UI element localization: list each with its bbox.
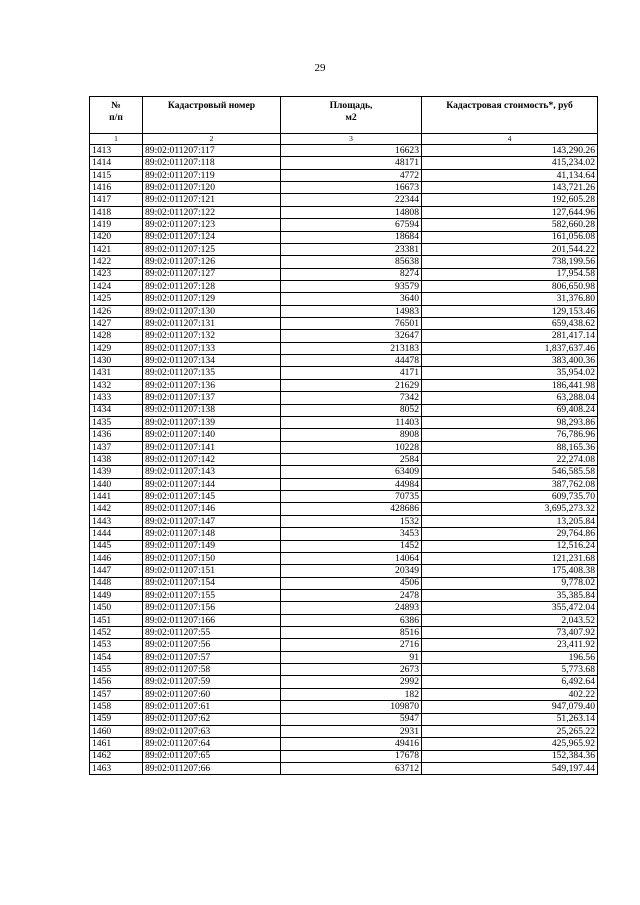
table-row <box>90 491 598 503</box>
cadastral-value-cell: 29,764.86 <box>422 528 598 540</box>
cadastral-number-cell: 89:02:011207:144 <box>143 478 281 490</box>
table-row <box>90 256 598 268</box>
area-cell: 20349 <box>281 565 422 577</box>
row-number-cell: 1443 <box>90 515 143 527</box>
area-cell: 17678 <box>281 750 422 762</box>
area-cell: 91 <box>281 651 422 663</box>
table-row <box>90 738 598 750</box>
cadastral-number-cell: 89:02:011207:56 <box>143 639 281 651</box>
table-row <box>90 342 598 354</box>
area-cell: 14064 <box>281 552 422 564</box>
table-row <box>90 478 598 490</box>
table-row <box>90 169 598 181</box>
area-cell: 23381 <box>281 243 422 255</box>
cadastral-value-cell: 88,165.36 <box>422 441 598 453</box>
cadastral-number-cell: 89:02:011207:58 <box>143 664 281 676</box>
row-number-cell: 1454 <box>90 651 143 663</box>
cadastral-number-cell: 89:02:011207:118 <box>143 157 281 169</box>
cadastral-value-cell: 6,492.64 <box>422 676 598 688</box>
cadastral-number-cell: 89:02:011207:140 <box>143 429 281 441</box>
area-cell: 4506 <box>281 577 422 589</box>
cadastral-value-cell: 127,644.96 <box>422 206 598 218</box>
table-row <box>90 515 598 527</box>
area-cell: 44984 <box>281 478 422 490</box>
cadastral-value-cell: 143,721.26 <box>422 182 598 194</box>
cadastral-value-cell: 2,043.52 <box>422 614 598 626</box>
table-row <box>90 243 598 255</box>
table-row <box>90 651 598 663</box>
row-number-cell: 1447 <box>90 565 143 577</box>
row-number-cell: 1417 <box>90 194 143 206</box>
row-number-cell: 1440 <box>90 478 143 490</box>
cadastral-number-cell: 89:02:011207:139 <box>143 416 281 428</box>
row-number-cell: 1446 <box>90 552 143 564</box>
area-cell: 2931 <box>281 725 422 737</box>
cadastral-value-cell: 98,293.86 <box>422 416 598 428</box>
header-number-line1: № <box>111 100 121 111</box>
cadastral-number-cell: 89:02:011207:122 <box>143 206 281 218</box>
cadastral-value-cell: 3,695,273.32 <box>422 503 598 515</box>
area-cell: 1452 <box>281 540 422 552</box>
column-number: 2 <box>143 134 281 145</box>
cadastral-value-cell: 402.22 <box>422 688 598 700</box>
cadastral-number-cell: 89:02:011207:131 <box>143 318 281 330</box>
table-row <box>90 379 598 391</box>
header-cadastral-number: Кадастровый номер <box>143 97 281 134</box>
row-number-cell: 1448 <box>90 577 143 589</box>
table-row <box>90 552 598 564</box>
cadastral-value-cell: 76,786.96 <box>422 429 598 441</box>
area-cell: 8052 <box>281 404 422 416</box>
cadastral-number-cell: 89:02:011207:119 <box>143 169 281 181</box>
table-row <box>90 367 598 379</box>
page-number: 29 <box>314 62 326 74</box>
area-cell: 3453 <box>281 528 422 540</box>
row-number-cell: 1441 <box>90 491 143 503</box>
table-row <box>90 157 598 169</box>
row-number-cell: 1461 <box>90 738 143 750</box>
row-number-cell: 1451 <box>90 614 143 626</box>
area-cell: 18684 <box>281 231 422 243</box>
row-number-cell: 1450 <box>90 602 143 614</box>
table-row <box>90 627 598 639</box>
area-cell: 24893 <box>281 602 422 614</box>
cadastral-value-cell: 129,153.46 <box>422 305 598 317</box>
table-row <box>90 280 598 292</box>
cadastral-value-cell: 9,778.02 <box>422 577 598 589</box>
cadastral-value-cell: 355,472.04 <box>422 602 598 614</box>
area-cell: 63712 <box>281 762 422 774</box>
cadastral-value-cell: 35,954.02 <box>422 367 598 379</box>
cadastral-value-cell: 186,441.98 <box>422 379 598 391</box>
row-number-cell: 1415 <box>90 169 143 181</box>
cadastral-value-cell: 546,585.58 <box>422 466 598 478</box>
cadastral-number-cell: 89:02:011207:149 <box>143 540 281 552</box>
cadastral-value-cell: 387,762.08 <box>422 478 598 490</box>
cadastral-value-cell: 143,290.26 <box>422 145 598 157</box>
area-cell: 44478 <box>281 355 422 367</box>
table-row <box>90 762 598 774</box>
row-number-cell: 1460 <box>90 725 143 737</box>
cadastral-value-cell: 121,231.68 <box>422 552 598 564</box>
row-number-cell: 1413 <box>90 145 143 157</box>
row-number-cell: 1457 <box>90 688 143 700</box>
cadastral-number-cell: 89:02:011207:146 <box>143 503 281 515</box>
cadastral-value-cell: 23,411.92 <box>422 639 598 651</box>
cadastral-number-cell: 89:02:011207:148 <box>143 528 281 540</box>
area-cell: 85638 <box>281 256 422 268</box>
area-cell: 2673 <box>281 664 422 676</box>
area-cell: 48171 <box>281 157 422 169</box>
row-number-cell: 1453 <box>90 639 143 651</box>
table-row <box>90 453 598 465</box>
cadastral-value-cell: 192,605.28 <box>422 194 598 206</box>
table-row <box>90 565 598 577</box>
header-area-line2: м2 <box>345 111 357 123</box>
cadastral-number-cell: 89:02:011207:133 <box>143 342 281 354</box>
cadastral-number-cell: 89:02:011207:121 <box>143 194 281 206</box>
area-cell: 6386 <box>281 614 422 626</box>
area-cell: 7342 <box>281 392 422 404</box>
header-area <box>281 97 422 134</box>
table-row <box>90 713 598 725</box>
area-cell: 2992 <box>281 676 422 688</box>
cadastral-number-cell: 89:02:011207:120 <box>143 182 281 194</box>
cadastral-value-cell: 12,516.24 <box>422 540 598 552</box>
cadastral-number-cell: 89:02:011207:60 <box>143 688 281 700</box>
cadastral-value-cell: 41,134.64 <box>422 169 598 181</box>
cadastral-value-cell: 175,408.38 <box>422 565 598 577</box>
row-number-cell: 1426 <box>90 305 143 317</box>
column-number: 4 <box>422 134 598 145</box>
cadastral-value-cell: 63,288.04 <box>422 392 598 404</box>
row-number-cell: 1428 <box>90 330 143 342</box>
table-row <box>90 416 598 428</box>
cadastral-value-cell: 22,274.08 <box>422 453 598 465</box>
table-row <box>90 589 598 601</box>
table-row <box>90 688 598 700</box>
cadastral-value-cell: 13,205.84 <box>422 515 598 527</box>
header-number-line2: п/п <box>109 111 123 123</box>
area-cell: 32647 <box>281 330 422 342</box>
table-row <box>90 219 598 231</box>
cadastral-value-cell: 5,773.68 <box>422 664 598 676</box>
cadastral-number-cell: 89:02:011207:66 <box>143 762 281 774</box>
cadastral-value-cell: 1,837,637.46 <box>422 342 598 354</box>
cadastral-value-cell: 609,735.70 <box>422 491 598 503</box>
cadastral-value-cell: 806,650.98 <box>422 280 598 292</box>
cadastral-value-cell: 425,965.92 <box>422 738 598 750</box>
cadastral-number-cell: 89:02:011207:65 <box>143 750 281 762</box>
cadastral-value-cell: 947,079.40 <box>422 701 598 713</box>
row-number-cell: 1442 <box>90 503 143 515</box>
row-number-cell: 1418 <box>90 206 143 218</box>
cadastral-number-cell: 89:02:011207:136 <box>143 379 281 391</box>
row-number-cell: 1420 <box>90 231 143 243</box>
cadastral-number-cell: 89:02:011207:125 <box>143 243 281 255</box>
area-cell: 10228 <box>281 441 422 453</box>
table-row <box>90 664 598 676</box>
row-number-cell: 1459 <box>90 713 143 725</box>
row-number-cell: 1456 <box>90 676 143 688</box>
row-number-cell: 1421 <box>90 243 143 255</box>
table-header-row <box>90 97 598 134</box>
table-row <box>90 182 598 194</box>
area-cell: 76501 <box>281 318 422 330</box>
table-row <box>90 268 598 280</box>
cadastral-number-cell: 89:02:011207:63 <box>143 725 281 737</box>
cadastral-value-cell: 17,954.58 <box>422 268 598 280</box>
cadastral-value-cell: 582,660.28 <box>422 219 598 231</box>
cadastral-number-cell: 89:02:011207:145 <box>143 491 281 503</box>
cadastral-number-cell: 89:02:011207:117 <box>143 145 281 157</box>
area-cell: 49416 <box>281 738 422 750</box>
cadastral-number-cell: 89:02:011207:132 <box>143 330 281 342</box>
row-number-cell: 1416 <box>90 182 143 194</box>
cadastral-number-cell: 89:02:011207:64 <box>143 738 281 750</box>
column-number: 3 <box>281 134 422 145</box>
table-row <box>90 330 598 342</box>
row-number-cell: 1436 <box>90 429 143 441</box>
row-number-cell: 1435 <box>90 416 143 428</box>
area-cell: 5947 <box>281 713 422 725</box>
table-row <box>90 441 598 453</box>
cadastral-number-cell: 89:02:011207:124 <box>143 231 281 243</box>
table-row <box>90 404 598 416</box>
table-row <box>90 466 598 478</box>
cadastral-value-cell: 161,056.08 <box>422 231 598 243</box>
row-number-cell: 1449 <box>90 589 143 601</box>
column-number-row <box>90 134 598 145</box>
row-number-cell: 1438 <box>90 453 143 465</box>
cadastral-value-cell: 31,376.80 <box>422 293 598 305</box>
table-row <box>90 602 598 614</box>
row-number-cell: 1427 <box>90 318 143 330</box>
area-cell: 21629 <box>281 379 422 391</box>
row-number-cell: 1423 <box>90 268 143 280</box>
cadastral-value-cell: 25,265.22 <box>422 725 598 737</box>
table-row <box>90 750 598 762</box>
cadastral-number-cell: 89:02:011207:130 <box>143 305 281 317</box>
row-number-cell: 1431 <box>90 367 143 379</box>
row-number-cell: 1437 <box>90 441 143 453</box>
cadastral-value-cell: 73,407.92 <box>422 627 598 639</box>
area-cell: 16623 <box>281 145 422 157</box>
area-cell: 8274 <box>281 268 422 280</box>
table-row <box>90 577 598 589</box>
cadastral-value-cell: 549,197.44 <box>422 762 598 774</box>
row-number-cell: 1429 <box>90 342 143 354</box>
cadastral-number-cell: 89:02:011207:129 <box>143 293 281 305</box>
area-cell: 182 <box>281 688 422 700</box>
area-cell: 2478 <box>281 589 422 601</box>
cadastral-value-cell: 196.56 <box>422 651 598 663</box>
row-number-cell: 1444 <box>90 528 143 540</box>
table-row <box>90 194 598 206</box>
cadastral-value-cell: 659,438.62 <box>422 318 598 330</box>
cadastral-number-cell: 89:02:011207:135 <box>143 367 281 379</box>
header-area-line1: Площадь, <box>329 100 373 111</box>
row-number-cell: 1458 <box>90 701 143 713</box>
cadastral-number-cell: 89:02:011207:61 <box>143 701 281 713</box>
table-row <box>90 145 598 157</box>
area-cell: 70735 <box>281 491 422 503</box>
cadastral-number-cell: 89:02:011207:151 <box>143 565 281 577</box>
table-body <box>90 145 598 775</box>
cadastral-value-cell: 152,384.36 <box>422 750 598 762</box>
cadastral-value-cell: 51,263.14 <box>422 713 598 725</box>
cadastral-number-cell: 89:02:011207:154 <box>143 577 281 589</box>
cadastral-number-cell: 89:02:011207:137 <box>143 392 281 404</box>
cadastral-number-cell: 89:02:011207:147 <box>143 515 281 527</box>
row-number-cell: 1452 <box>90 627 143 639</box>
cadastral-number-cell: 89:02:011207:142 <box>143 453 281 465</box>
cadastral-number-cell: 89:02:011207:166 <box>143 614 281 626</box>
cadastral-value-cell: 35,385.84 <box>422 589 598 601</box>
cadastral-value-cell: 738,199.56 <box>422 256 598 268</box>
table-row <box>90 429 598 441</box>
area-cell: 2716 <box>281 639 422 651</box>
area-cell: 8908 <box>281 429 422 441</box>
row-number-cell: 1414 <box>90 157 143 169</box>
table-row <box>90 503 598 515</box>
row-number-cell: 1425 <box>90 293 143 305</box>
cadastral-number-cell: 89:02:011207:57 <box>143 651 281 663</box>
header-number <box>90 97 143 134</box>
row-number-cell: 1455 <box>90 664 143 676</box>
area-cell: 1532 <box>281 515 422 527</box>
area-cell: 67594 <box>281 219 422 231</box>
row-number-cell: 1445 <box>90 540 143 552</box>
cadastral-value-cell: 201,544.22 <box>422 243 598 255</box>
cadastral-number-cell: 89:02:011207:128 <box>143 280 281 292</box>
area-cell: 213183 <box>281 342 422 354</box>
cadastral-table <box>89 96 598 775</box>
row-number-cell: 1434 <box>90 404 143 416</box>
table-row <box>90 355 598 367</box>
area-cell: 93579 <box>281 280 422 292</box>
table-row <box>90 614 598 626</box>
row-number-cell: 1419 <box>90 219 143 231</box>
row-number-cell: 1433 <box>90 392 143 404</box>
cadastral-value-cell: 69,408.24 <box>422 404 598 416</box>
row-number-cell: 1430 <box>90 355 143 367</box>
cadastral-number-cell: 89:02:011207:59 <box>143 676 281 688</box>
column-number: 1 <box>90 134 143 145</box>
cadastral-number-cell: 89:02:011207:123 <box>143 219 281 231</box>
row-number-cell: 1424 <box>90 280 143 292</box>
table-row <box>90 540 598 552</box>
cadastral-value-cell: 281,417.14 <box>422 330 598 342</box>
table-row <box>90 231 598 243</box>
table-row <box>90 392 598 404</box>
cadastral-number-cell: 89:02:011207:55 <box>143 627 281 639</box>
row-number-cell: 1463 <box>90 762 143 774</box>
area-cell: 4772 <box>281 169 422 181</box>
cadastral-value-cell: 383,400.36 <box>422 355 598 367</box>
row-number-cell: 1422 <box>90 256 143 268</box>
area-cell: 428686 <box>281 503 422 515</box>
area-cell: 109870 <box>281 701 422 713</box>
cadastral-number-cell: 89:02:011207:150 <box>143 552 281 564</box>
cadastral-number-cell: 89:02:011207:134 <box>143 355 281 367</box>
table-row <box>90 725 598 737</box>
cadastral-number-cell: 89:02:011207:127 <box>143 268 281 280</box>
area-cell: 63409 <box>281 466 422 478</box>
row-number-cell: 1439 <box>90 466 143 478</box>
cadastral-number-cell: 89:02:011207:155 <box>143 589 281 601</box>
cadastral-value-cell: 415,234.02 <box>422 157 598 169</box>
cadastral-number-cell: 89:02:011207:126 <box>143 256 281 268</box>
area-cell: 22344 <box>281 194 422 206</box>
table-row <box>90 676 598 688</box>
cadastral-number-cell: 89:02:011207:156 <box>143 602 281 614</box>
table-row <box>90 701 598 713</box>
table-row <box>90 293 598 305</box>
area-cell: 3640 <box>281 293 422 305</box>
row-number-cell: 1432 <box>90 379 143 391</box>
area-cell: 14808 <box>281 206 422 218</box>
area-cell: 4171 <box>281 367 422 379</box>
table-row <box>90 528 598 540</box>
area-cell: 14983 <box>281 305 422 317</box>
table-row <box>90 206 598 218</box>
table-row <box>90 318 598 330</box>
table-row <box>90 639 598 651</box>
cadastral-number-cell: 89:02:011207:141 <box>143 441 281 453</box>
area-cell: 11403 <box>281 416 422 428</box>
cadastral-number-cell: 89:02:011207:138 <box>143 404 281 416</box>
cadastral-number-cell: 89:02:011207:62 <box>143 713 281 725</box>
area-cell: 2584 <box>281 453 422 465</box>
table-row <box>90 305 598 317</box>
header-cadastral-value: Кадастровая стоимость*, руб <box>422 97 598 134</box>
cadastral-number-cell: 89:02:011207:143 <box>143 466 281 478</box>
area-cell: 16673 <box>281 182 422 194</box>
area-cell: 8516 <box>281 627 422 639</box>
row-number-cell: 1462 <box>90 750 143 762</box>
